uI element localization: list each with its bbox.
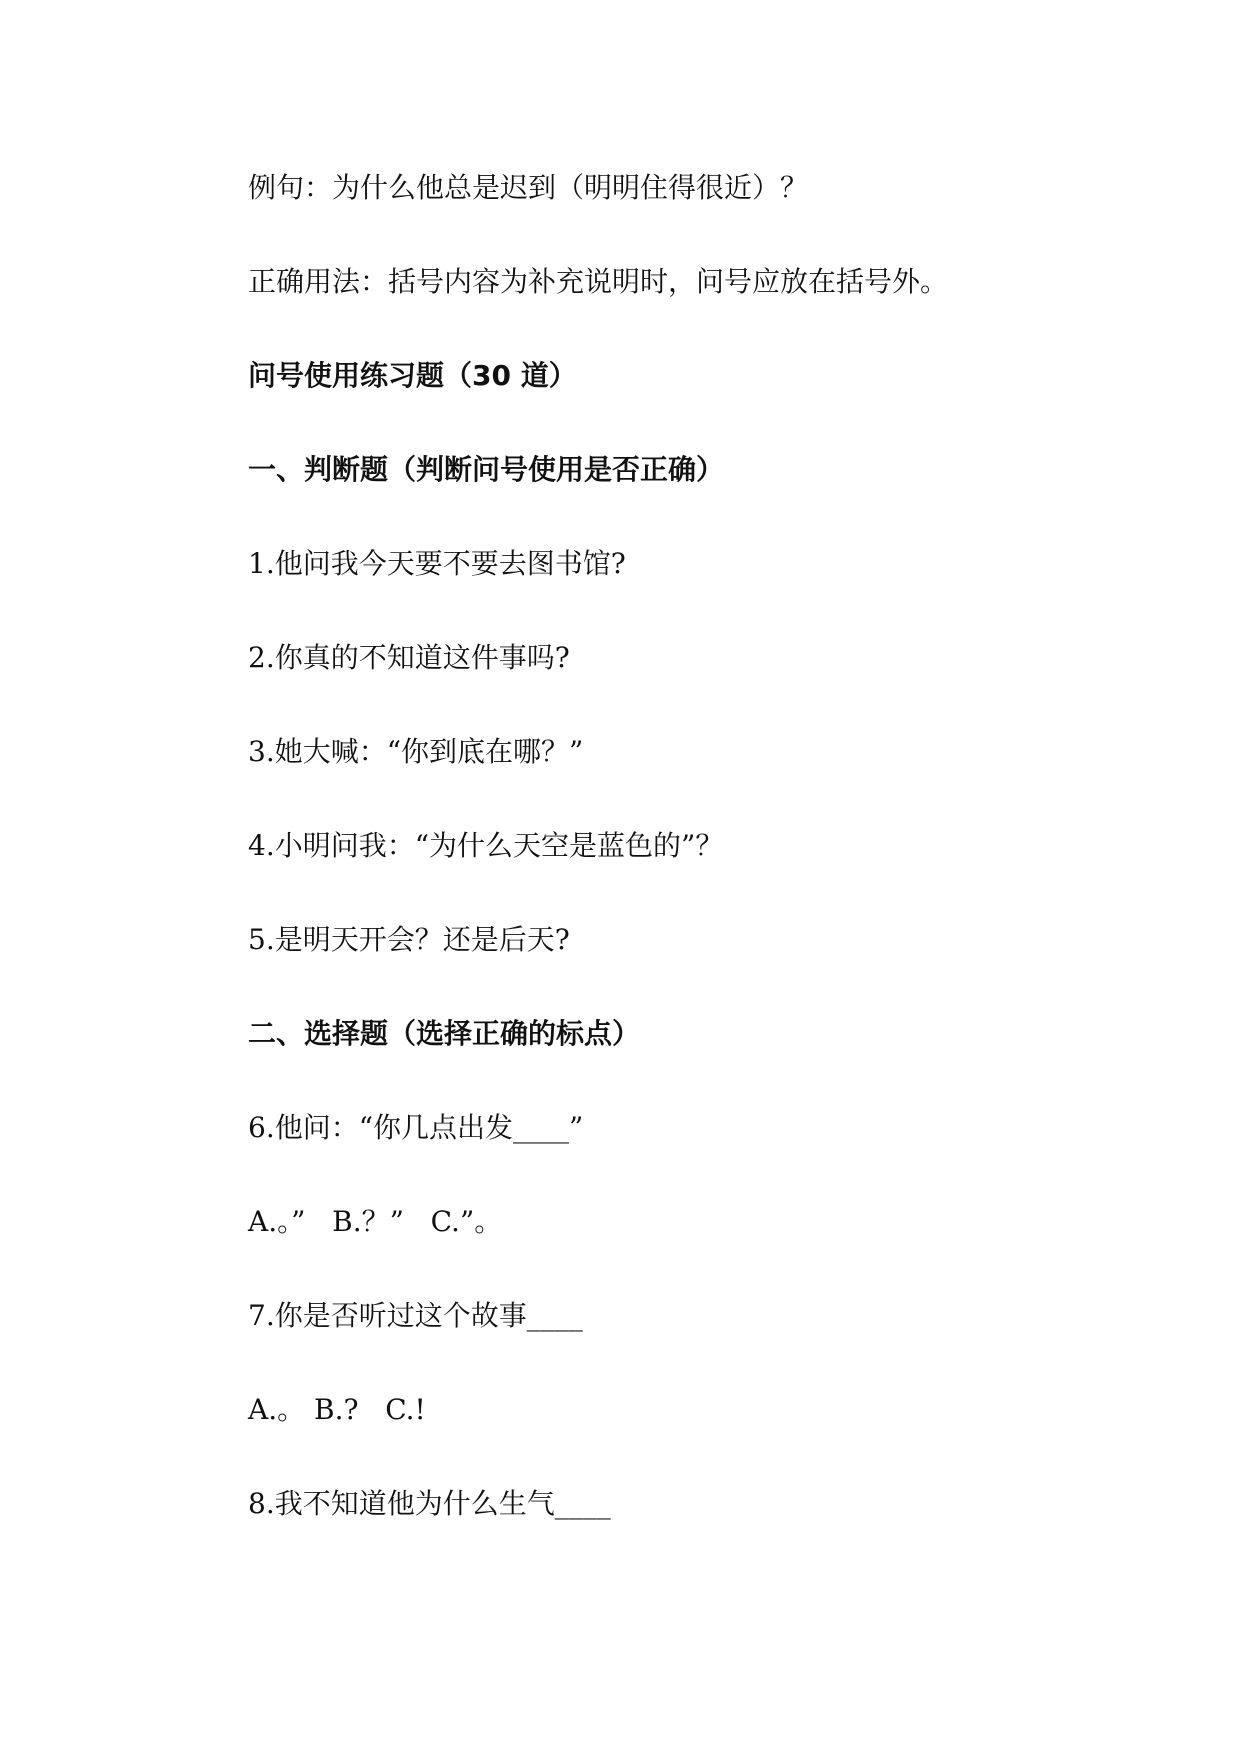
section-heading-judgment: 一、判断题（判断问号使用是否正确） <box>248 453 725 486</box>
question-2: 2.你真的不知道这件事吗? <box>248 641 570 674</box>
example-sentence: 例句：为什么他总是迟到（明明住得很近）？ <box>248 171 809 204</box>
section-heading-choice: 二、选择题（选择正确的标点） <box>248 1017 641 1050</box>
question-7-options: A.。 B.? C.! <box>248 1393 426 1426</box>
question-6: 6.他问：“你几点出发____” <box>248 1111 584 1144</box>
question-8: 8.我不知道他为什么生气____ <box>248 1487 611 1520</box>
question-3: 3.她大喊：“你到底在哪？” <box>248 735 584 768</box>
question-5: 5.是明天开会？还是后天? <box>248 923 570 956</box>
question-4: 4.小明问我：“为什么天空是蓝色的”？ <box>248 829 724 862</box>
question-7: 7.你是否听过这个故事____ <box>248 1299 583 1332</box>
correct-usage-note: 正确用法：括号内容为补充说明时，问号应放在括号外。 <box>248 265 949 298</box>
question-1: 1.他问我今天要不要去图书馆? <box>248 547 626 580</box>
exercise-title: 问号使用练习题（30 道） <box>248 359 577 392</box>
question-6-options: A.。” B.？” C.”。 <box>248 1205 503 1238</box>
